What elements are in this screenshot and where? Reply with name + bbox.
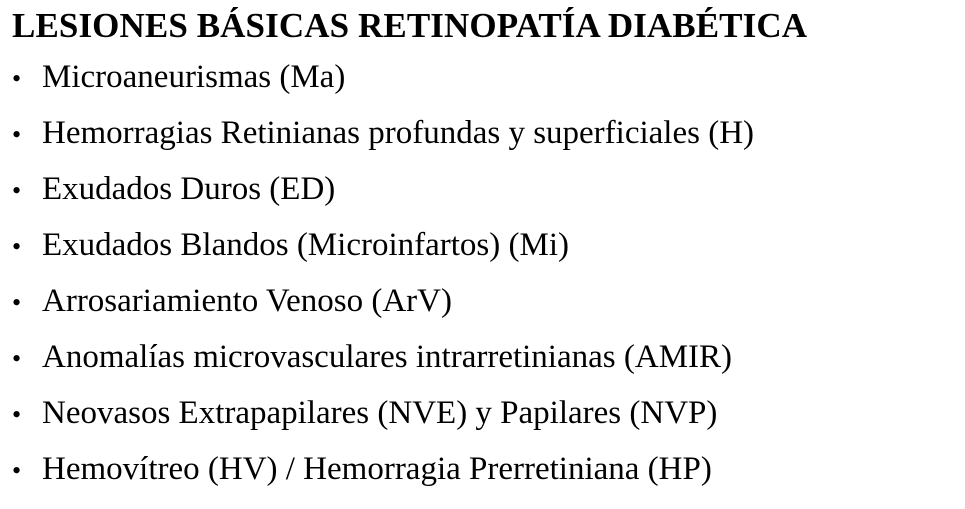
bullet-icon: • xyxy=(12,64,22,93)
list-item-label: Neovasos Extrapapilares (NVE) y Papilares (NVP) xyxy=(42,395,718,431)
list-item-label: Arrosariamiento Venoso (ArV) xyxy=(42,283,452,319)
list-item-label: Exudados Blandos (Microinfartos) (Mi) xyxy=(42,227,569,263)
list-item xyxy=(8,274,965,330)
list-item xyxy=(8,50,965,106)
list-item-label: Hemorragias Retinianas profundas y superficiales (H) xyxy=(42,115,755,151)
list-item-label: Microaneurismas (Ma) xyxy=(42,59,346,95)
bullet-icon: • xyxy=(12,456,22,485)
bullet-icon: • xyxy=(12,344,22,373)
bullet-icon: • xyxy=(12,120,22,149)
list-item xyxy=(8,386,965,442)
bullet-icon: • xyxy=(12,232,22,261)
list-item xyxy=(8,162,965,218)
bullet-list xyxy=(8,50,965,498)
bullet-icon: • xyxy=(12,176,22,205)
list-item xyxy=(8,106,965,162)
list-item xyxy=(8,442,965,498)
list-item-label: Hemovítreo (HV) / Hemorragia Prerretiniana (HP) xyxy=(42,451,712,487)
list-item-label: Exudados Duros (ED) xyxy=(42,171,336,207)
bullet-icon: • xyxy=(12,288,22,317)
page-title: LESIONES BÁSICAS RETINOPATÍA DIABÉTICA xyxy=(12,6,808,45)
list-item xyxy=(8,218,965,274)
bullet-icon: • xyxy=(12,400,22,429)
list-item xyxy=(8,330,965,386)
list-item-label: Anomalías microvasculares intrarretinianas (AMIR) xyxy=(42,339,733,375)
